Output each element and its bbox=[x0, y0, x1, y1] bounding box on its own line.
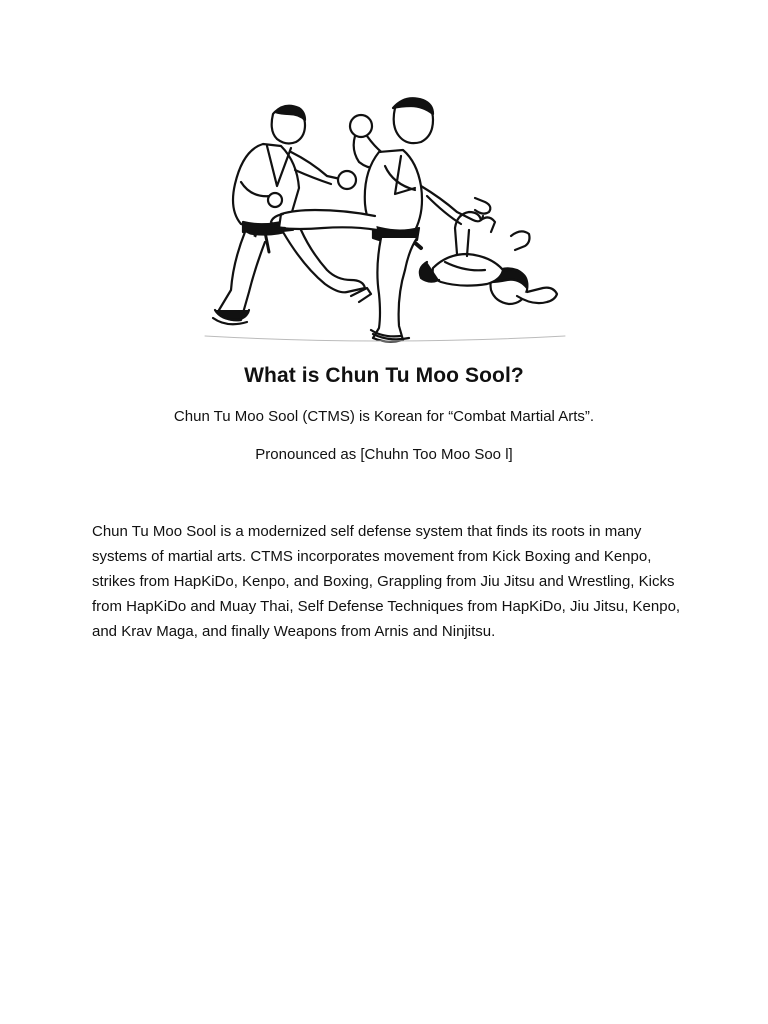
martial-arts-fighters-illustration bbox=[195, 86, 575, 344]
body-paragraph: Chun Tu Moo Sool is a modernized self defense system that finds its roots in many systems of martial arts. CTMS incorporates movement from Kick Boxing and Kenpo, strikes from HapKiDo, Kenpo, and Boxing, Grappling from Jiu Jitsu and Wrestling, Kicks from HapKiDo and Muay Thai, Self Defense Techniques from HapKiDo, Jiu Jitsu, Kenpo, and Krav Maga, and finally Weapons from Arnis and Ninjitsu. bbox=[92, 523, 681, 640]
fighters-drawing bbox=[195, 86, 575, 344]
page-title: What is Chun Tu Moo Sool? bbox=[244, 364, 524, 387]
pronunciation-text: Pronounced as [Chuhn Too Moo Soo l] bbox=[255, 446, 513, 463]
right-fighter bbox=[420, 212, 557, 304]
subtitle-text: Chun Tu Moo Sool (CTMS) is Korean for “Combat Martial Arts”. bbox=[173, 408, 595, 425]
